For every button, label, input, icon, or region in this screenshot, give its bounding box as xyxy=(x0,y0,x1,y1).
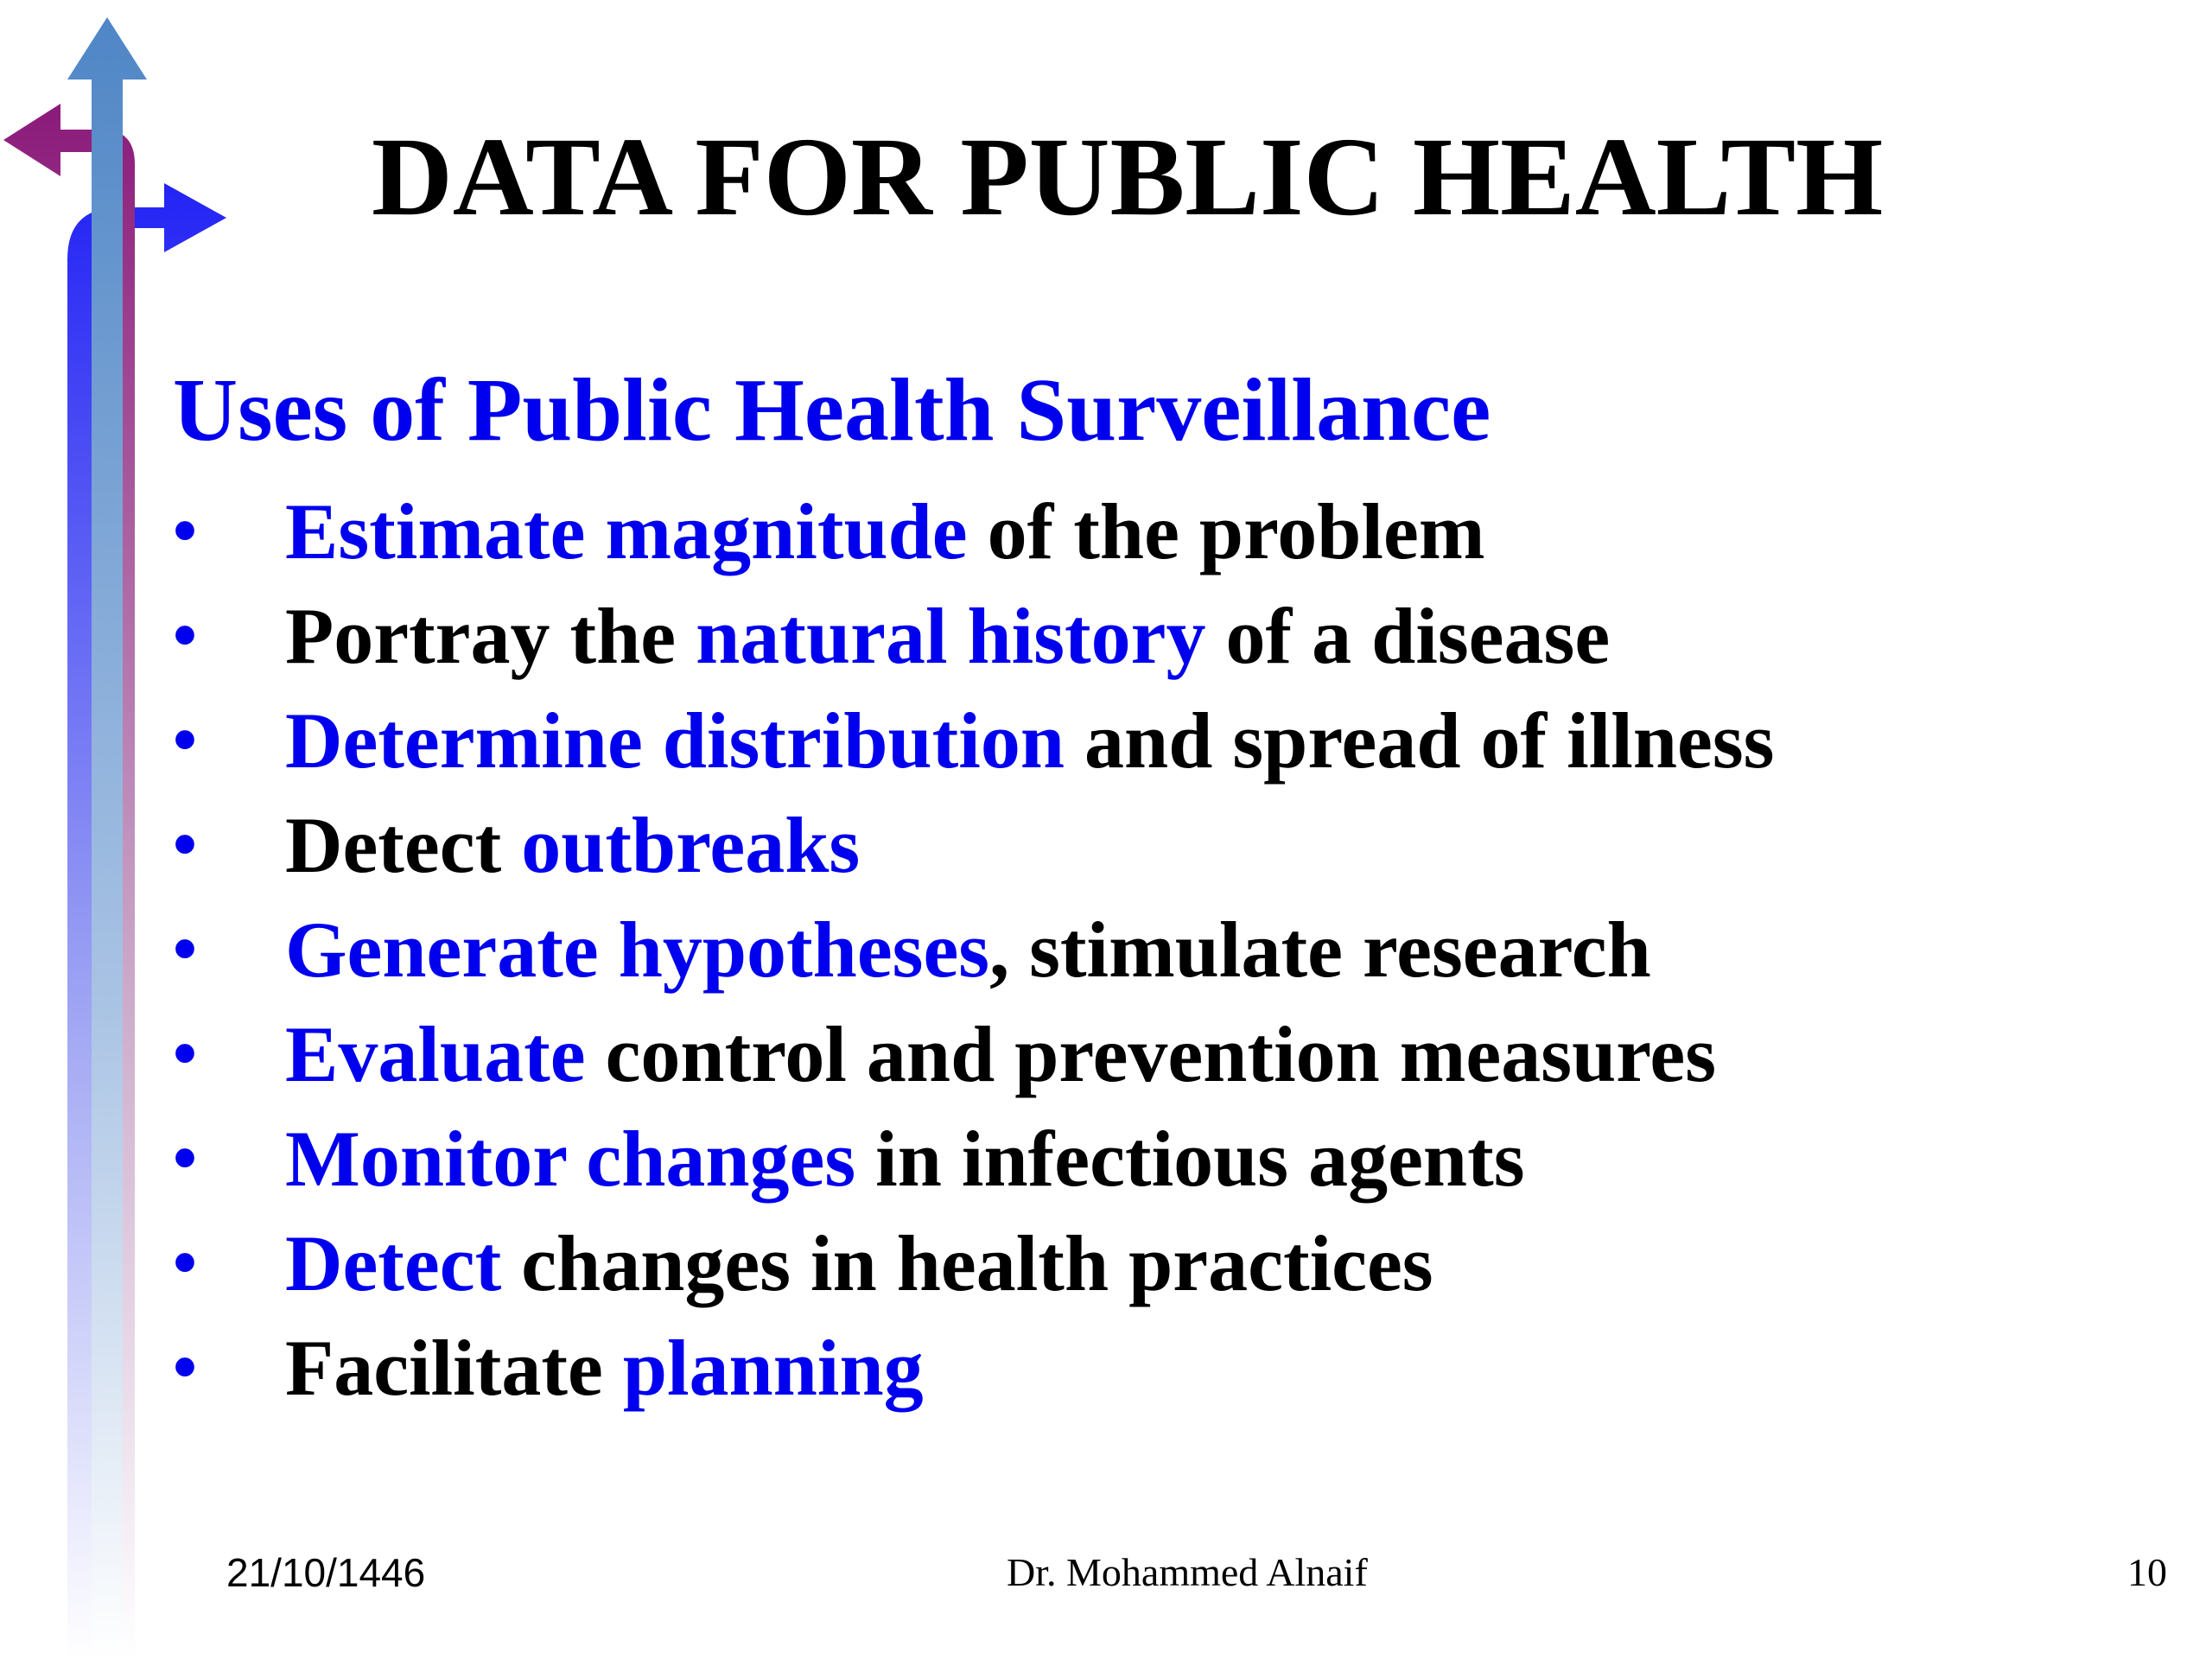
bullet-phrase: of a disease xyxy=(1205,592,1611,680)
bullet-dot-icon: • xyxy=(173,1121,198,1197)
slide-title: DATA FOR PUBLIC HEALTH xyxy=(372,115,1884,239)
bullet-dot-icon: • xyxy=(173,598,198,674)
bullet-keyword: natural history xyxy=(696,592,1206,680)
bullet-keyword: Generate hypotheses xyxy=(285,906,990,994)
bullet-keyword: Monitor changes xyxy=(285,1115,856,1203)
bullet-text xyxy=(285,584,1610,689)
bullet-dot-icon: • xyxy=(173,702,198,779)
bullet-phrase: control and prevention measures xyxy=(585,1010,1717,1098)
bullet-keyword: outbreaks xyxy=(521,801,861,889)
bullet-keyword: planning xyxy=(622,1324,924,1412)
bullet-dot-icon: • xyxy=(173,1330,198,1406)
bullet-phrase: and spread of illness xyxy=(1065,696,1775,785)
bullet-phrase: in infectious agents xyxy=(855,1115,1525,1203)
bullet-text xyxy=(285,1002,1716,1107)
bullet-phrase: , stimulate research xyxy=(989,906,1651,994)
bullet-dot-icon: • xyxy=(173,493,198,569)
bullet-text xyxy=(285,1107,1525,1211)
slide-subtitle: Uses of Public Health Surveillance xyxy=(173,360,1491,460)
bullet-dot-icon: • xyxy=(173,807,198,883)
bullet-text xyxy=(285,898,1651,1002)
bullet-text xyxy=(285,689,1774,793)
bullet-text xyxy=(285,1211,1433,1316)
bullet-dot-icon: • xyxy=(173,1225,198,1301)
bullet-text xyxy=(285,480,1484,584)
bullet-keyword: Detect xyxy=(285,1219,502,1307)
bullet-phrase: Portray the xyxy=(285,592,696,680)
bullet-dot-icon: • xyxy=(173,1016,198,1092)
page-number: 10 xyxy=(2127,1550,2167,1594)
bullet-dot-icon: • xyxy=(173,912,198,988)
bullet-text xyxy=(285,793,860,898)
bullet-text xyxy=(285,1316,924,1421)
bullet-phrase: changes in health practices xyxy=(501,1219,1433,1307)
bullet-phrase: of the problem xyxy=(967,487,1485,575)
bullet-phrase: Facilitate xyxy=(285,1324,623,1412)
bullet-keyword: Determine distribution xyxy=(285,696,1065,785)
bullet-phrase: Detect xyxy=(285,801,522,889)
footer-author: Dr. Mohammed Alnaif xyxy=(1007,1550,1368,1594)
bullet-keyword: Evaluate xyxy=(285,1010,586,1098)
footer-date: 21/10/1446 xyxy=(226,1550,426,1595)
bullet-keyword: Estimate magnitude xyxy=(285,487,968,575)
